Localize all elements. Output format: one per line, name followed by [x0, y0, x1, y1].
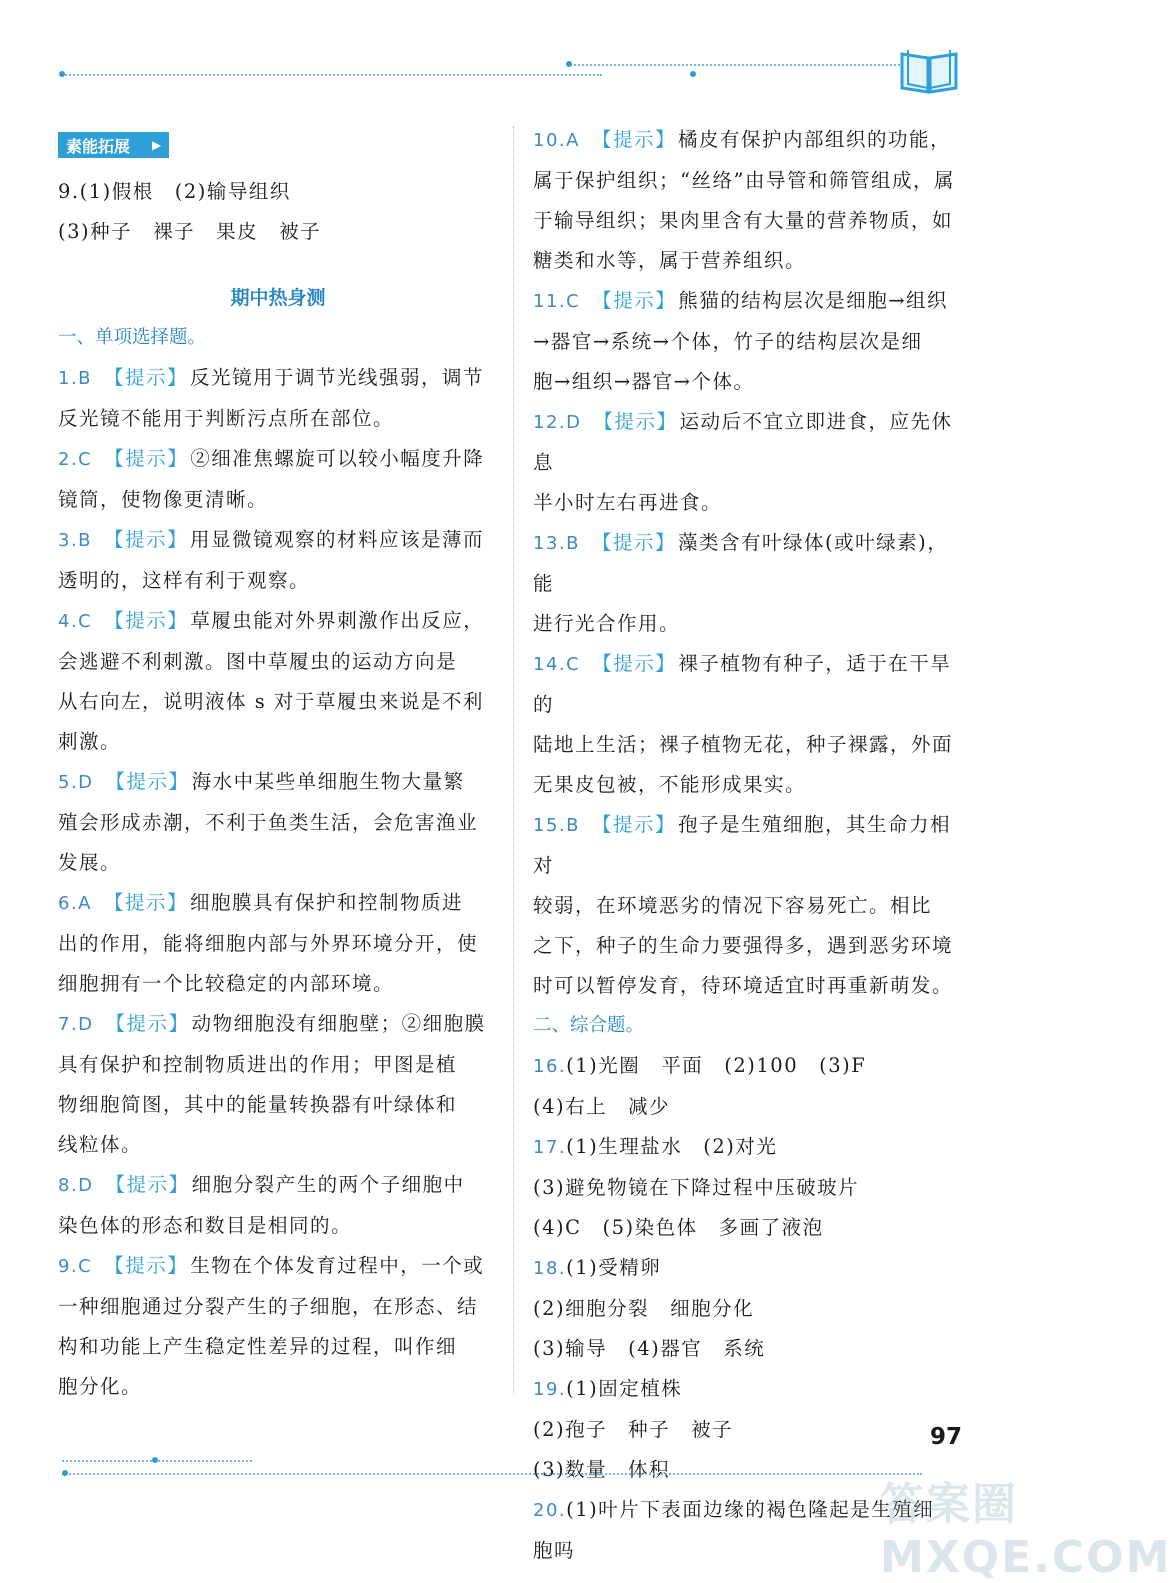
answer-text: 半小时左右再进食。: [533, 491, 723, 514]
answer-line: [533, 1369, 963, 1410]
question-number: 10.A: [533, 130, 580, 151]
answer-text: (1)叶片下表面边缘的褐色隆起是生殖细: [566, 1498, 935, 1521]
question-number: 2.C: [58, 449, 93, 470]
page-number: 97: [930, 1424, 963, 1450]
answer-text: ②细准焦螺旋可以较小幅度升降: [190, 447, 485, 470]
answer-line: [58, 1045, 498, 1085]
question-number: 20.: [533, 1500, 567, 1521]
answer-text: 会逃避不利刺激。图中草履虫的运动方向是: [58, 650, 458, 673]
answer-text: 胞→组织→器官→个体。: [533, 370, 755, 393]
hint-label: 【提示】: [104, 528, 189, 551]
answer-line: [533, 644, 963, 725]
answer-line: [533, 725, 963, 765]
answer-line: [58, 1165, 498, 1206]
answer-text: 反光镜用于调节光线强弱，调节: [190, 366, 485, 389]
answer-line: [533, 1046, 963, 1087]
answer-text: (4)C (5)染色体 多画了液泡: [533, 1216, 824, 1239]
answer-text: 进行光合作用。: [533, 612, 681, 635]
answer-line: [58, 883, 498, 924]
answer-text: 物细胞简图，其中的能量转换器有叶绿体和: [58, 1093, 458, 1116]
answer-text: 细胞分裂产生的两个子细胞中: [191, 1173, 465, 1196]
answer-line: [533, 241, 963, 281]
answer-line: [58, 561, 498, 601]
question-number: 8.D: [58, 1175, 94, 1196]
hint-label: 【提示】: [104, 447, 189, 470]
book-icon: [898, 44, 960, 94]
answer-text: 殖会形成赤潮，不利于鱼类生活，会危害渔业: [58, 811, 479, 834]
footer-dotted-line: [62, 1473, 922, 1475]
answer-line: [533, 1168, 963, 1208]
answer-text: (3)避免物镜在下降过程中压破玻片: [533, 1176, 860, 1199]
footer-dot: [62, 1470, 68, 1476]
answer-line: [533, 120, 963, 161]
extension-answer-line: 9.(1)假根 (2)输导组织: [58, 180, 291, 203]
answer-text: (1)生理盐水 (2)对光: [566, 1135, 778, 1158]
answer-text: 生物在个体发育过程中，一个或: [190, 1254, 485, 1277]
footer-dot: [152, 1457, 158, 1463]
hint-label: 【提示】: [592, 652, 677, 675]
answer-line: [533, 1289, 963, 1329]
question-number: 1.B: [58, 368, 93, 389]
badge-label: 素能拓展: [66, 136, 131, 156]
column-divider: [513, 126, 514, 1394]
answer-line: [533, 1410, 963, 1450]
answer-text: 橘皮有保护内部组织的功能，: [677, 128, 951, 151]
answer-text: 细胞膜具有保护和控制物质进: [190, 891, 464, 914]
hint-label: 【提示】: [592, 289, 677, 312]
hint-label: 【提示】: [105, 1173, 190, 1196]
right-answer-list: [533, 120, 963, 1006]
answer-line: [533, 483, 963, 523]
answer-text: 胞吗: [533, 1539, 576, 1562]
question-number: 19.: [533, 1379, 567, 1400]
answer-text: 动物细胞没有细胞壁；②细胞膜: [191, 1012, 486, 1035]
section-title: 期中热身测: [230, 287, 326, 309]
answer-text: 藻类含有叶绿体(或叶绿素)，能: [533, 531, 949, 595]
play-arrow-icon: ▶: [152, 138, 162, 152]
question-number: 18.: [533, 1258, 567, 1279]
answer-line: [533, 201, 963, 241]
hint-label: 【提示】: [104, 609, 189, 632]
answer-line: [58, 722, 498, 762]
answer-text: 染色体的形态和数目是相同的。: [58, 1214, 353, 1237]
answer-text: (3)数量 体积: [533, 1458, 671, 1481]
answer-text: 构和功能上产生稳定性差异的过程，叫作细: [58, 1335, 458, 1358]
hint-label: 【提示】: [105, 1012, 190, 1035]
answer-line: [58, 803, 498, 843]
answer-text: 镜筒，使物像更清晰。: [58, 488, 269, 511]
answer-line: [533, 362, 963, 402]
answer-text: 发展。: [58, 851, 122, 874]
answer-text: 透明的，这样有利于观察。: [58, 569, 311, 592]
hint-label: 【提示】: [591, 531, 676, 554]
hint-label: 【提示】: [104, 891, 189, 914]
hint-label: 【提示】: [104, 366, 189, 389]
left-column: [58, 120, 498, 1407]
header-dot: [566, 61, 572, 67]
answer-text: 胞分化。: [58, 1375, 143, 1398]
answer-line: [533, 926, 963, 966]
answer-line: [58, 520, 498, 561]
answer-line: [533, 322, 963, 362]
answer-text: 细胞拥有一个比较稳定的内部环境。: [58, 972, 395, 995]
answer-text: (2)细胞分裂 细胞分化: [533, 1297, 755, 1320]
answer-line: [533, 765, 963, 805]
part-title: 二、综合题。: [533, 1015, 645, 1036]
header-dot: [59, 71, 65, 77]
answer-line: [533, 805, 963, 886]
question-number: 5.D: [58, 772, 94, 793]
answer-text: 反光镜不能用于判断污点所在部位。: [58, 407, 395, 430]
hint-label: 【提示】: [591, 813, 676, 836]
answer-line: [533, 523, 963, 604]
left-answer-list: [58, 358, 498, 1407]
question-number: 9.C: [58, 1256, 93, 1277]
answer-text: 出的作用，能将细胞内部与外界环境分开，使: [58, 932, 479, 955]
answer-text: (1)受精卵: [566, 1256, 662, 1279]
answer-line: [58, 601, 498, 642]
answer-line: [58, 358, 498, 399]
answer-text: (4)右上 减少: [533, 1095, 671, 1118]
answer-line: [58, 642, 498, 682]
answer-text: 之下，种子的生命力要强得多，遇到恶劣环境: [533, 934, 954, 957]
answer-text: 属于保护组织；“丝络”由导管和筛管组成，属: [533, 169, 955, 192]
question-number: 17.: [533, 1137, 567, 1158]
answer-text: 线粒体。: [58, 1133, 143, 1156]
question-number: 16.: [533, 1056, 567, 1077]
answer-line: [533, 402, 963, 483]
answer-line: [533, 161, 963, 201]
hint-label: 【提示】: [593, 410, 678, 433]
watermark: 答案圈 MXQE.COM: [880, 1479, 1171, 1583]
hint-label: 【提示】: [105, 770, 190, 793]
answer-line: [533, 1127, 963, 1168]
answer-text: 陆地上生活；裸子植物无花，种子裸露，外面: [533, 733, 954, 756]
answer-line: [533, 604, 963, 644]
answer-line: [58, 1246, 498, 1287]
answer-line: [58, 1367, 498, 1407]
right-column: [533, 120, 963, 1571]
answer-text: →器官→系统→个体，竹子的结构层次是细: [533, 330, 923, 353]
hint-label: 【提示】: [104, 1254, 189, 1277]
answer-text: (2)孢子 种子 被子: [533, 1418, 734, 1441]
answer-text: (3)输导 (4)器官 系统: [533, 1337, 766, 1360]
answer-text: 裸子植物有种子，适于在干旱的: [533, 652, 952, 716]
question-number: 11.C: [533, 291, 581, 312]
answer-line: [533, 1329, 963, 1369]
answer-line: [58, 924, 498, 964]
answer-line: [533, 1248, 963, 1289]
header-dot: [690, 71, 696, 77]
answer-text: 于输导组织；果肉里含有大量的营养物质，如: [533, 209, 954, 232]
question-number: 7.D: [58, 1014, 94, 1035]
answer-text: (1)光圈 平面 (2)100 (3)F: [566, 1054, 867, 1077]
answer-line: [58, 1206, 498, 1246]
extension-answer-line: (3)种子 裸子 果皮 被子: [58, 220, 322, 243]
answer-text: 无果皮包被，不能形成果实。: [533, 773, 807, 796]
answer-text: 海水中某些单细胞生物大量繁: [191, 770, 465, 793]
answer-line: [58, 1327, 498, 1367]
answer-line: [58, 399, 498, 439]
answer-line: [58, 843, 498, 883]
answer-text: 熊猫的结构层次是细胞→组织: [678, 289, 949, 312]
answer-text: 糖类和水等，属于营养组织。: [533, 249, 807, 272]
answer-text: 运动后不宜立即进食，应先休息: [533, 410, 953, 474]
question-number: 14.C: [533, 654, 581, 675]
answer-line: [58, 1125, 498, 1165]
answer-line: [58, 1287, 498, 1327]
question-number: 15.B: [533, 815, 580, 836]
answer-text: 从右向左，说明液体 s 对于草履虫来说是不利: [58, 690, 484, 713]
answer-line: [58, 762, 498, 803]
question-number: 13.B: [533, 533, 580, 554]
answer-text: 较弱，在环境恶劣的情况下容易死亡。相比: [533, 894, 933, 917]
answer-text: 一种细胞通过分裂产生的子细胞，在形态、结: [58, 1295, 479, 1318]
answer-text: 孢子是生殖细胞，其生命力相对: [533, 813, 952, 877]
answer-line: [58, 682, 498, 722]
question-number: 3.B: [58, 530, 93, 551]
question-number: 12.D: [533, 412, 582, 433]
answer-text: 具有保护和控制物质进出的作用；甲图是植: [58, 1053, 458, 1076]
answer-line: [58, 480, 498, 520]
question-number: 4.C: [58, 611, 93, 632]
answer-text: 用显微镜观察的材料应该是薄而: [190, 528, 485, 551]
header-dotted-line-right: [570, 64, 900, 66]
answer-text: 刺激。: [58, 730, 122, 753]
answer-text: 草履虫能对外界刺激作出反应，: [190, 609, 485, 632]
answer-line: [533, 1208, 963, 1248]
hint-label: 【提示】: [591, 128, 676, 151]
answer-line: [533, 1087, 963, 1127]
answer-line: [58, 964, 498, 1004]
answer-line: [58, 1004, 498, 1045]
answer-line: [533, 281, 963, 322]
answer-text: 时可以暂停发育，待环境适宜时再重新萌发。: [533, 974, 954, 997]
answer-line: [58, 1085, 498, 1125]
answer-text: (1)固定植株: [566, 1377, 683, 1400]
answer-line: [533, 966, 963, 1006]
section-badge: [58, 132, 169, 158]
question-number: 6.A: [58, 893, 92, 914]
part-title: 一、单项选择题。: [58, 327, 207, 348]
answer-line: [58, 439, 498, 480]
answer-line: [533, 886, 963, 926]
header-dotted-line: [62, 74, 602, 76]
